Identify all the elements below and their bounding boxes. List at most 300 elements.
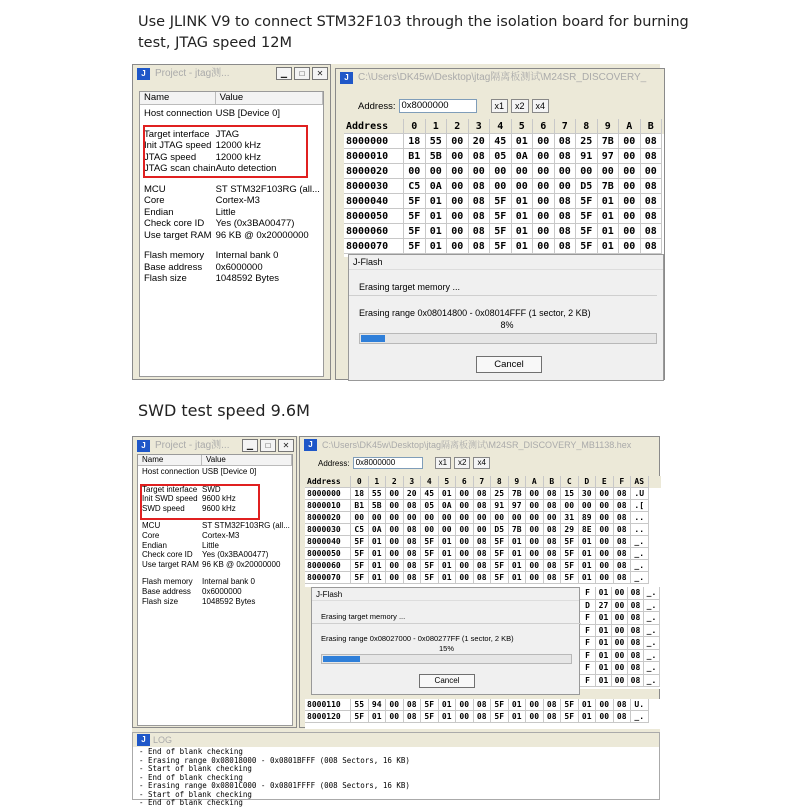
hex-byte-cell[interactable]: 7B bbox=[598, 134, 620, 149]
hex-byte-cell[interactable]: 01 bbox=[439, 560, 457, 572]
hex-byte-cell[interactable]: 08 bbox=[544, 572, 562, 584]
hex-address-cell[interactable]: 8000010 bbox=[305, 500, 351, 512]
hex-byte-cell[interactable]: 00 bbox=[612, 675, 628, 688]
property-row[interactable] bbox=[140, 262, 323, 274]
zoom-x2-button[interactable]: x2 bbox=[454, 457, 470, 469]
hex-address-cell[interactable]: 8000000 bbox=[344, 134, 404, 149]
hex-byte-cell[interactable]: 00 bbox=[641, 164, 663, 179]
hex-byte-cell[interactable]: 5F bbox=[491, 536, 509, 548]
hex-byte-cell[interactable]: 01 bbox=[509, 699, 527, 711]
project-titlebar[interactable] bbox=[133, 65, 330, 83]
hex-byte-cell[interactable]: 01 bbox=[579, 536, 597, 548]
hex-byte-cell[interactable]: 55 bbox=[426, 134, 448, 149]
hex-byte-cell[interactable]: 08 bbox=[404, 560, 422, 572]
cancel-button[interactable]: Cancel bbox=[419, 674, 475, 688]
hex-byte-cell[interactable]: 00 bbox=[619, 239, 641, 254]
hex-address-cell[interactable]: 8000010 bbox=[344, 149, 404, 164]
hex-byte-cell[interactable]: 5F bbox=[421, 536, 439, 548]
hex-byte-cell[interactable]: 00 bbox=[533, 164, 555, 179]
hex-byte-cell[interactable]: 5F bbox=[561, 711, 579, 723]
hex-byte-cell[interactable]: 55 bbox=[369, 488, 387, 500]
zoom-x4-button[interactable]: x4 bbox=[532, 99, 550, 113]
hex-byte-cell[interactable]: 00 bbox=[509, 512, 527, 524]
hex-byte-cell[interactable]: 01 bbox=[596, 625, 612, 638]
hex-byte-cell[interactable]: 00 bbox=[526, 524, 544, 536]
hex-byte-cell[interactable]: 08 bbox=[614, 536, 632, 548]
hex-byte-cell[interactable]: F bbox=[580, 675, 596, 688]
hex-byte-cell[interactable]: 5F bbox=[561, 536, 579, 548]
hex-byte-cell[interactable]: 00 bbox=[619, 149, 641, 164]
hex-byte-cell[interactable]: 00 bbox=[555, 179, 577, 194]
hex-byte-cell[interactable]: 08 bbox=[641, 239, 663, 254]
hex-byte-cell[interactable]: .U bbox=[631, 488, 649, 500]
hex-byte-cell[interactable]: 08 bbox=[474, 548, 492, 560]
column-value-header[interactable]: Value bbox=[216, 92, 323, 104]
hex-byte-cell[interactable]: 08 bbox=[628, 612, 644, 625]
hex-address-cell[interactable]: 8000020 bbox=[344, 164, 404, 179]
hex-byte-cell[interactable]: 08 bbox=[628, 587, 644, 600]
hex-byte-cell[interactable]: 5F bbox=[421, 548, 439, 560]
hex-byte-cell[interactable]: 5F bbox=[404, 239, 426, 254]
hex-address-cell[interactable]: 8000040 bbox=[344, 194, 404, 209]
property-row[interactable] bbox=[138, 521, 292, 531]
hex-byte-cell[interactable]: 5F bbox=[351, 711, 369, 723]
hex-byte-cell[interactable]: 00 bbox=[456, 711, 474, 723]
hex-byte-cell[interactable]: 00 bbox=[579, 500, 597, 512]
hex-byte-cell[interactable]: 97 bbox=[598, 149, 620, 164]
hex-byte-cell[interactable]: 00 bbox=[612, 587, 628, 600]
hex-byte-cell[interactable]: 08 bbox=[544, 500, 562, 512]
hex-address-cell[interactable]: 8000030 bbox=[305, 524, 351, 536]
property-row[interactable] bbox=[140, 195, 323, 207]
hex-byte-cell[interactable]: 01 bbox=[579, 572, 597, 584]
hex-byte-cell[interactable]: 45 bbox=[421, 488, 439, 500]
hex-address-cell[interactable]: 8000110 bbox=[305, 699, 351, 711]
hex-address-cell[interactable]: 8000050 bbox=[344, 209, 404, 224]
hex-byte-cell[interactable]: 5F bbox=[576, 239, 598, 254]
hex-byte-cell[interactable]: 45 bbox=[490, 134, 512, 149]
hex-byte-cell[interactable]: 08 bbox=[404, 536, 422, 548]
hex-titlebar[interactable] bbox=[300, 437, 659, 453]
hex-byte-cell[interactable]: 00 bbox=[369, 512, 387, 524]
hex-byte-cell[interactable]: 08 bbox=[628, 650, 644, 663]
hex-byte-cell[interactable]: F bbox=[580, 612, 596, 625]
hex-byte-cell[interactable]: 08 bbox=[614, 560, 632, 572]
hex-byte-cell[interactable]: 91 bbox=[576, 149, 598, 164]
property-row[interactable] bbox=[140, 230, 323, 242]
hex-byte-cell[interactable]: _. bbox=[644, 600, 660, 613]
hex-byte-cell[interactable]: 00 bbox=[533, 179, 555, 194]
hex-byte-cell[interactable]: 00 bbox=[619, 224, 641, 239]
hex-byte-cell[interactable]: 94 bbox=[369, 699, 387, 711]
hex-byte-cell[interactable]: 5F bbox=[491, 699, 509, 711]
property-row[interactable] bbox=[138, 467, 292, 477]
hex-byte-cell[interactable]: 01 bbox=[369, 548, 387, 560]
hex-byte-cell[interactable]: 08 bbox=[469, 149, 491, 164]
hex-byte-cell[interactable]: 00 bbox=[619, 209, 641, 224]
hex-byte-cell[interactable]: 08 bbox=[544, 548, 562, 560]
column-value-header[interactable]: Value bbox=[202, 455, 292, 465]
hex-byte-cell[interactable]: 08 bbox=[555, 149, 577, 164]
hex-byte-cell[interactable]: 00 bbox=[456, 572, 474, 584]
hex-byte-cell[interactable]: 08 bbox=[614, 524, 632, 536]
hex-byte-cell[interactable]: .. bbox=[631, 524, 649, 536]
project-titlebar[interactable] bbox=[133, 437, 296, 455]
hex-byte-cell[interactable]: 00 bbox=[596, 548, 614, 560]
hex-byte-cell[interactable]: 01 bbox=[439, 488, 457, 500]
zoom-x4-button[interactable]: x4 bbox=[473, 457, 489, 469]
hex-byte-cell[interactable]: 5F bbox=[421, 711, 439, 723]
hex-byte-cell[interactable]: 00 bbox=[526, 572, 544, 584]
hex-byte-cell[interactable]: 08 bbox=[614, 572, 632, 584]
hex-byte-cell[interactable]: 00 bbox=[512, 179, 534, 194]
hex-byte-cell[interactable]: 08 bbox=[474, 699, 492, 711]
hex-address-cell[interactable]: 8000060 bbox=[305, 560, 351, 572]
hex-byte-cell[interactable]: 5F bbox=[421, 560, 439, 572]
hex-byte-cell[interactable]: 08 bbox=[614, 699, 632, 711]
property-row[interactable] bbox=[140, 218, 323, 230]
hex-byte-cell[interactable]: 01 bbox=[439, 536, 457, 548]
hex-address-cell[interactable]: 8000050 bbox=[305, 548, 351, 560]
hex-byte-cell[interactable]: 08 bbox=[544, 560, 562, 572]
hex-byte-cell[interactable]: 00 bbox=[386, 560, 404, 572]
hex-byte-cell[interactable]: 01 bbox=[439, 572, 457, 584]
zoom-x2-button[interactable]: x2 bbox=[511, 99, 529, 113]
hex-byte-cell[interactable]: 01 bbox=[439, 711, 457, 723]
hex-byte-cell[interactable]: 15 bbox=[561, 488, 579, 500]
hex-byte-cell[interactable]: 00 bbox=[386, 711, 404, 723]
hex-byte-cell[interactable]: 00 bbox=[612, 650, 628, 663]
hex-byte-cell[interactable]: 0A bbox=[439, 500, 457, 512]
hex-byte-cell[interactable]: 01 bbox=[509, 536, 527, 548]
hex-byte-cell[interactable]: 00 bbox=[447, 224, 469, 239]
hex-byte-cell[interactable]: .. bbox=[631, 512, 649, 524]
hex-address-cell[interactable]: 8000060 bbox=[344, 224, 404, 239]
hex-byte-cell[interactable]: F bbox=[580, 625, 596, 638]
hex-byte-cell[interactable]: 5F bbox=[576, 209, 598, 224]
hex-byte-cell[interactable]: 00 bbox=[533, 239, 555, 254]
hex-byte-cell[interactable]: 08 bbox=[555, 224, 577, 239]
hex-byte-cell[interactable]: 00 bbox=[561, 500, 579, 512]
hex-byte-cell[interactable]: _. bbox=[644, 650, 660, 663]
hex-byte-cell[interactable]: 01 bbox=[426, 224, 448, 239]
hex-byte-cell[interactable]: 00 bbox=[456, 488, 474, 500]
hex-byte-cell[interactable]: 00 bbox=[526, 711, 544, 723]
property-row[interactable] bbox=[138, 560, 292, 570]
hex-byte-cell[interactable]: 00 bbox=[490, 179, 512, 194]
hex-byte-cell[interactable]: 00 bbox=[619, 194, 641, 209]
hex-byte-cell[interactable]: 00 bbox=[526, 560, 544, 572]
hex-byte-cell[interactable]: 00 bbox=[456, 699, 474, 711]
hex-byte-cell[interactable]: _. bbox=[631, 536, 649, 548]
hex-byte-cell[interactable]: 31 bbox=[561, 512, 579, 524]
hex-byte-cell[interactable]: 8E bbox=[579, 524, 597, 536]
hex-byte-cell[interactable]: 01 bbox=[369, 560, 387, 572]
hex-byte-cell[interactable]: 01 bbox=[369, 572, 387, 584]
hex-byte-cell[interactable]: 08 bbox=[628, 662, 644, 675]
hex-byte-cell[interactable]: 00 bbox=[533, 224, 555, 239]
hex-byte-cell[interactable]: 00 bbox=[533, 209, 555, 224]
hex-byte-cell[interactable]: 01 bbox=[512, 224, 534, 239]
hex-byte-cell[interactable]: 00 bbox=[447, 194, 469, 209]
property-row[interactable] bbox=[138, 531, 292, 541]
hex-byte-cell[interactable]: 00 bbox=[491, 512, 509, 524]
hex-byte-cell[interactable]: 00 bbox=[386, 572, 404, 584]
hex-byte-cell[interactable]: 00 bbox=[533, 149, 555, 164]
hex-byte-cell[interactable]: _. bbox=[631, 560, 649, 572]
hex-byte-cell[interactable]: 89 bbox=[579, 512, 597, 524]
hex-byte-cell[interactable]: 08 bbox=[628, 637, 644, 650]
hex-byte-cell[interactable]: 08 bbox=[641, 179, 663, 194]
hex-byte-cell[interactable]: 01 bbox=[439, 548, 457, 560]
hex-byte-cell[interactable]: 08 bbox=[628, 625, 644, 638]
hex-byte-cell[interactable]: 08 bbox=[474, 560, 492, 572]
hex-byte-cell[interactable]: 01 bbox=[596, 637, 612, 650]
hex-byte-cell[interactable]: 00 bbox=[456, 536, 474, 548]
hex-byte-cell[interactable]: 00 bbox=[351, 512, 369, 524]
hex-byte-cell[interactable]: 00 bbox=[612, 662, 628, 675]
hex-byte-cell[interactable]: 01 bbox=[509, 548, 527, 560]
property-row[interactable] bbox=[140, 273, 323, 285]
hex-byte-cell[interactable]: 5F bbox=[351, 572, 369, 584]
hex-byte-cell[interactable]: 00 bbox=[386, 488, 404, 500]
hex-byte-cell[interactable]: 08 bbox=[641, 149, 663, 164]
hex-byte-cell[interactable]: C5 bbox=[404, 179, 426, 194]
hex-byte-cell[interactable]: 00 bbox=[598, 164, 620, 179]
hex-byte-cell[interactable]: 00 bbox=[596, 699, 614, 711]
hex-byte-cell[interactable]: 00 bbox=[447, 164, 469, 179]
hex-byte-cell[interactable]: 08 bbox=[404, 548, 422, 560]
hex-byte-cell[interactable]: 08 bbox=[641, 134, 663, 149]
hex-byte-cell[interactable]: 7B bbox=[598, 179, 620, 194]
hex-byte-cell[interactable]: 00 bbox=[612, 625, 628, 638]
hex-byte-cell[interactable]: 08 bbox=[404, 500, 422, 512]
hex-byte-cell[interactable]: 08 bbox=[544, 699, 562, 711]
hex-byte-cell[interactable]: 08 bbox=[614, 711, 632, 723]
hex-byte-cell[interactable]: 00 bbox=[474, 524, 492, 536]
hex-byte-cell[interactable]: 00 bbox=[596, 500, 614, 512]
hex-byte-cell[interactable]: 01 bbox=[579, 560, 597, 572]
property-row[interactable] bbox=[140, 108, 323, 120]
hex-byte-cell[interactable]: 00 bbox=[490, 164, 512, 179]
hex-byte-cell[interactable]: 00 bbox=[421, 524, 439, 536]
hex-byte-cell[interactable]: _. bbox=[631, 711, 649, 723]
hex-byte-cell[interactable]: 08 bbox=[404, 524, 422, 536]
property-row[interactable] bbox=[138, 577, 292, 587]
hex-byte-cell[interactable]: _. bbox=[644, 625, 660, 638]
hex-byte-cell[interactable]: 01 bbox=[596, 587, 612, 600]
hex-byte-cell[interactable]: 5B bbox=[369, 500, 387, 512]
hex-address-cell[interactable]: 8000000 bbox=[305, 488, 351, 500]
hex-byte-cell[interactable]: 5F bbox=[351, 548, 369, 560]
hex-byte-cell[interactable]: 25 bbox=[576, 134, 598, 149]
hex-byte-cell[interactable]: 01 bbox=[439, 699, 457, 711]
hex-byte-cell[interactable]: _. bbox=[631, 548, 649, 560]
hex-byte-cell[interactable]: 5F bbox=[351, 560, 369, 572]
hex-byte-cell[interactable]: 05 bbox=[421, 500, 439, 512]
hex-byte-cell[interactable]: 5F bbox=[491, 560, 509, 572]
hex-byte-cell[interactable]: 08 bbox=[628, 600, 644, 613]
hex-byte-cell[interactable]: 00 bbox=[544, 512, 562, 524]
hex-byte-cell[interactable]: 00 bbox=[386, 536, 404, 548]
hex-byte-cell[interactable]: 97 bbox=[509, 500, 527, 512]
maximize-button[interactable]: □ bbox=[260, 439, 276, 452]
hex-byte-cell[interactable]: 08 bbox=[474, 536, 492, 548]
hex-byte-cell[interactable]: 01 bbox=[426, 194, 448, 209]
hex-byte-cell[interactable]: 00 bbox=[447, 179, 469, 194]
hex-byte-cell[interactable]: 08 bbox=[641, 194, 663, 209]
hex-byte-cell[interactable]: 08 bbox=[555, 209, 577, 224]
hex-byte-cell[interactable]: F bbox=[580, 587, 596, 600]
hex-byte-cell[interactable]: 01 bbox=[598, 239, 620, 254]
hex-byte-cell[interactable]: 0A bbox=[426, 179, 448, 194]
hex-byte-cell[interactable]: 00 bbox=[512, 164, 534, 179]
hex-byte-cell[interactable]: 5F bbox=[490, 239, 512, 254]
hex-byte-cell[interactable]: 00 bbox=[555, 164, 577, 179]
hex-byte-cell[interactable]: 00 bbox=[447, 209, 469, 224]
hex-byte-cell[interactable]: D5 bbox=[491, 524, 509, 536]
hex-address-cell[interactable]: 8000120 bbox=[305, 711, 351, 723]
hex-byte-cell[interactable]: 00 bbox=[612, 600, 628, 613]
hex-byte-cell[interactable]: 01 bbox=[596, 662, 612, 675]
hex-byte-cell[interactable]: 00 bbox=[456, 560, 474, 572]
hex-byte-cell[interactable]: 08 bbox=[614, 512, 632, 524]
hex-byte-cell[interactable]: 27 bbox=[596, 600, 612, 613]
hex-address-cell[interactable]: 8000040 bbox=[305, 536, 351, 548]
hex-byte-cell[interactable]: 08 bbox=[404, 711, 422, 723]
hex-byte-cell[interactable]: 00 bbox=[533, 134, 555, 149]
hex-byte-cell[interactable]: 00 bbox=[619, 134, 641, 149]
hex-byte-cell[interactable]: 08 bbox=[614, 500, 632, 512]
hex-byte-cell[interactable]: 08 bbox=[544, 488, 562, 500]
hex-byte-cell[interactable]: 08 bbox=[544, 524, 562, 536]
address-input[interactable]: 0x8000000 bbox=[353, 457, 423, 469]
hex-byte-cell[interactable]: 01 bbox=[426, 239, 448, 254]
hex-byte-cell[interactable]: 08 bbox=[404, 699, 422, 711]
hex-byte-cell[interactable]: 01 bbox=[579, 548, 597, 560]
hex-byte-cell[interactable]: 01 bbox=[512, 239, 534, 254]
hex-byte-cell[interactable]: C5 bbox=[351, 524, 369, 536]
column-name-header[interactable]: Name bbox=[140, 92, 216, 104]
hex-byte-cell[interactable]: F bbox=[580, 662, 596, 675]
hex-byte-cell[interactable]: 5F bbox=[561, 548, 579, 560]
cancel-button[interactable]: Cancel bbox=[476, 356, 542, 373]
hex-byte-cell[interactable]: 01 bbox=[598, 209, 620, 224]
hex-titlebar[interactable] bbox=[336, 69, 664, 87]
hex-byte-cell[interactable]: 08 bbox=[469, 209, 491, 224]
hex-byte-cell[interactable]: 00 bbox=[619, 164, 641, 179]
hex-byte-cell[interactable]: 00 bbox=[526, 500, 544, 512]
hex-byte-cell[interactable]: 08 bbox=[555, 134, 577, 149]
hex-byte-cell[interactable]: 08 bbox=[544, 711, 562, 723]
hex-byte-cell[interactable]: 5F bbox=[576, 224, 598, 239]
hex-byte-cell[interactable]: 01 bbox=[509, 711, 527, 723]
hex-byte-cell[interactable]: 5F bbox=[491, 548, 509, 560]
hex-byte-cell[interactable]: 08 bbox=[555, 239, 577, 254]
hex-byte-cell[interactable]: 7B bbox=[509, 488, 527, 500]
property-row[interactable] bbox=[138, 541, 292, 551]
hex-byte-cell[interactable]: 00 bbox=[386, 699, 404, 711]
hex-byte-cell[interactable]: F bbox=[580, 650, 596, 663]
hex-byte-cell[interactable]: _. bbox=[644, 587, 660, 600]
hex-byte-cell[interactable]: 5F bbox=[421, 699, 439, 711]
hex-byte-cell[interactable]: 01 bbox=[598, 224, 620, 239]
hex-byte-cell[interactable]: 0A bbox=[512, 149, 534, 164]
hex-byte-cell[interactable]: 00 bbox=[596, 536, 614, 548]
hex-byte-cell[interactable]: 5F bbox=[490, 224, 512, 239]
hex-byte-cell[interactable]: 00 bbox=[596, 572, 614, 584]
hex-byte-cell[interactable]: 00 bbox=[526, 699, 544, 711]
hex-byte-cell[interactable]: 08 bbox=[641, 209, 663, 224]
hex-byte-cell[interactable]: 00 bbox=[447, 149, 469, 164]
column-name-header[interactable]: Name bbox=[138, 455, 202, 465]
property-row[interactable] bbox=[138, 550, 292, 560]
hex-byte-cell[interactable]: 00 bbox=[526, 536, 544, 548]
hex-address-cell[interactable]: 8000070 bbox=[305, 572, 351, 584]
hex-byte-cell[interactable]: 01 bbox=[509, 560, 527, 572]
hex-byte-cell[interactable]: 08 bbox=[469, 194, 491, 209]
hex-byte-cell[interactable]: 18 bbox=[351, 488, 369, 500]
maximize-button[interactable]: □ bbox=[294, 67, 310, 80]
hex-byte-cell[interactable]: 00 bbox=[456, 512, 474, 524]
minimize-button[interactable]: ▁ bbox=[242, 439, 258, 452]
hex-byte-cell[interactable]: 00 bbox=[404, 512, 422, 524]
hex-byte-cell[interactable]: 5F bbox=[351, 536, 369, 548]
hex-byte-cell[interactable]: 5B bbox=[426, 149, 448, 164]
hex-byte-cell[interactable]: U. bbox=[631, 699, 649, 711]
hex-byte-cell[interactable]: 55 bbox=[351, 699, 369, 711]
hex-byte-cell[interactable]: F bbox=[580, 637, 596, 650]
hex-byte-cell[interactable]: D bbox=[580, 600, 596, 613]
hex-byte-cell[interactable]: 00 bbox=[439, 512, 457, 524]
hex-byte-cell[interactable]: 08 bbox=[469, 239, 491, 254]
hex-byte-cell[interactable]: 29 bbox=[561, 524, 579, 536]
hex-byte-cell[interactable]: 08 bbox=[469, 224, 491, 239]
zoom-x1-button[interactable]: x1 bbox=[435, 457, 451, 469]
hex-byte-cell[interactable]: 08 bbox=[614, 488, 632, 500]
hex-byte-cell[interactable]: 00 bbox=[469, 164, 491, 179]
hex-byte-cell[interactable]: 00 bbox=[386, 512, 404, 524]
hex-byte-cell[interactable]: 00 bbox=[447, 239, 469, 254]
hex-byte-cell[interactable]: 01 bbox=[598, 194, 620, 209]
close-button[interactable]: ✕ bbox=[312, 67, 328, 80]
hex-byte-cell[interactable]: 00 bbox=[474, 512, 492, 524]
hex-byte-cell[interactable]: 01 bbox=[369, 536, 387, 548]
hex-byte-cell[interactable]: 5F bbox=[404, 209, 426, 224]
hex-byte-cell[interactable]: 01 bbox=[512, 209, 534, 224]
hex-byte-cell[interactable]: 5F bbox=[561, 560, 579, 572]
hex-byte-cell[interactable]: 00 bbox=[386, 548, 404, 560]
hex-byte-cell[interactable]: 00 bbox=[526, 548, 544, 560]
hex-byte-cell[interactable]: 08 bbox=[474, 488, 492, 500]
hex-byte-cell[interactable]: 00 bbox=[386, 524, 404, 536]
hex-byte-cell[interactable]: 00 bbox=[526, 488, 544, 500]
hex-byte-cell[interactable]: 00 bbox=[439, 524, 457, 536]
hex-byte-cell[interactable]: 30 bbox=[579, 488, 597, 500]
hex-byte-cell[interactable]: 01 bbox=[579, 699, 597, 711]
hex-byte-cell[interactable]: 5F bbox=[421, 572, 439, 584]
close-button[interactable]: ✕ bbox=[278, 439, 294, 452]
hex-byte-cell[interactable]: 08 bbox=[474, 572, 492, 584]
hex-byte-cell[interactable]: 5F bbox=[490, 194, 512, 209]
hex-byte-cell[interactable]: 00 bbox=[596, 512, 614, 524]
property-row[interactable] bbox=[140, 184, 323, 196]
property-row[interactable] bbox=[140, 250, 323, 262]
hex-byte-cell[interactable]: 91 bbox=[491, 500, 509, 512]
hex-byte-cell[interactable]: 08 bbox=[404, 572, 422, 584]
hex-byte-cell[interactable]: 00 bbox=[612, 612, 628, 625]
zoom-x1-button[interactable]: x1 bbox=[491, 99, 509, 113]
